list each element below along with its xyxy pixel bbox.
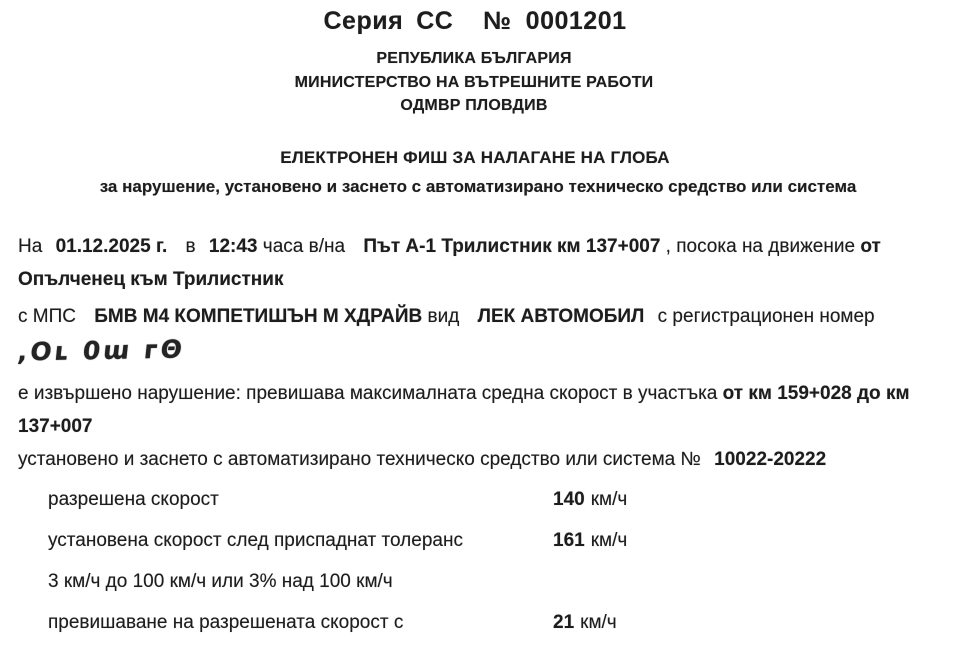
directorate-name: ОДМВР ПЛОВДИВ [400,97,548,114]
vehicle-prefix: с МПС [18,306,76,327]
speed-row-value: 161 км/ч [553,530,628,551]
incident-at-label: в [185,236,196,257]
series-word: Серия [323,7,404,35]
serial-number: 0001201 [525,7,627,35]
speed-row-value: 21 км/ч [553,612,617,633]
violation-line [18,383,960,405]
speed-row-label: 3 км/ч до 100 км/ч или 3% над 100 км/ч [48,571,393,592]
incident-prefix: На [18,236,43,257]
vehicle-type: ЛЕК АВТОМОБИЛ [477,306,645,327]
speed-row-label: превишаване на разрешената скорост с [48,612,404,633]
vehicle-type-label: вид [427,306,460,327]
document-title: ЕЛЕКТРОНЕН ФИШ ЗА НАЛАГАНЕ НА ГЛОБА [280,148,670,167]
incident-time: 12:43 [208,236,258,257]
series-code: СС [416,7,454,35]
speed-row-label: разрешена скорост [48,489,219,510]
direction-label: , посока на движение [665,236,856,257]
incident-time-suffix: часа в/на [262,236,346,257]
violation-section: от км 159+028 до км [722,383,910,404]
device-recorded-by: установено и заснето с автоматизирано техническо средство или система № [18,449,701,470]
speed-row-tolerance [48,571,960,593]
incident-location: Път А-1 Трилистник км 137+007 [363,236,661,257]
direction-route: Опълченец към Трилистник [18,269,284,290]
device-line [18,449,960,471]
incident-line [18,236,960,258]
incident-date: 01.12.2025 г. [55,236,168,257]
vehicle-make-model: БМВ М4 КОМПЕТИШЪН М ХДРАЙВ [94,306,423,327]
registration-number-scribble: ,Οʟ 0ɯ ᴦΘ [16,334,187,367]
violation-description: е извършено нарушение: превишава максималната средна скорост в участъка [18,383,718,404]
speed-unit: км/ч [580,612,617,633]
vehicle-reg-label: с регистрационен номер [657,306,875,327]
speed-row-measured [48,530,960,552]
device-number: 10022-20222 [714,449,827,470]
speed-unit: км/ч [590,530,628,551]
number-sign: № [483,7,512,35]
series-serial-line [0,7,960,36]
direction-from-word: от [860,236,881,257]
speed-row-allowed [48,489,960,511]
vehicle-line [18,306,960,328]
violation-section-continued: 137+007 [18,416,93,437]
ministry-name: МИНИСТЕРСТВО НА ВЪТРЕШНИТЕ РАБОТИ [294,74,654,91]
document-subtitle: за нарушение, установено и заснето с автоматизирано техническо средство или система [99,177,857,196]
speed-row-label: установена скорост след приспаднат толеранс [48,530,463,551]
speed-unit: км/ч [590,489,628,510]
republic-name: РЕПУБЛИКА БЪЛГАРИЯ [376,50,572,67]
registration-number-line [18,336,960,365]
speed-row-value: 140 км/ч [553,489,628,510]
speed-row-excess [48,612,960,634]
